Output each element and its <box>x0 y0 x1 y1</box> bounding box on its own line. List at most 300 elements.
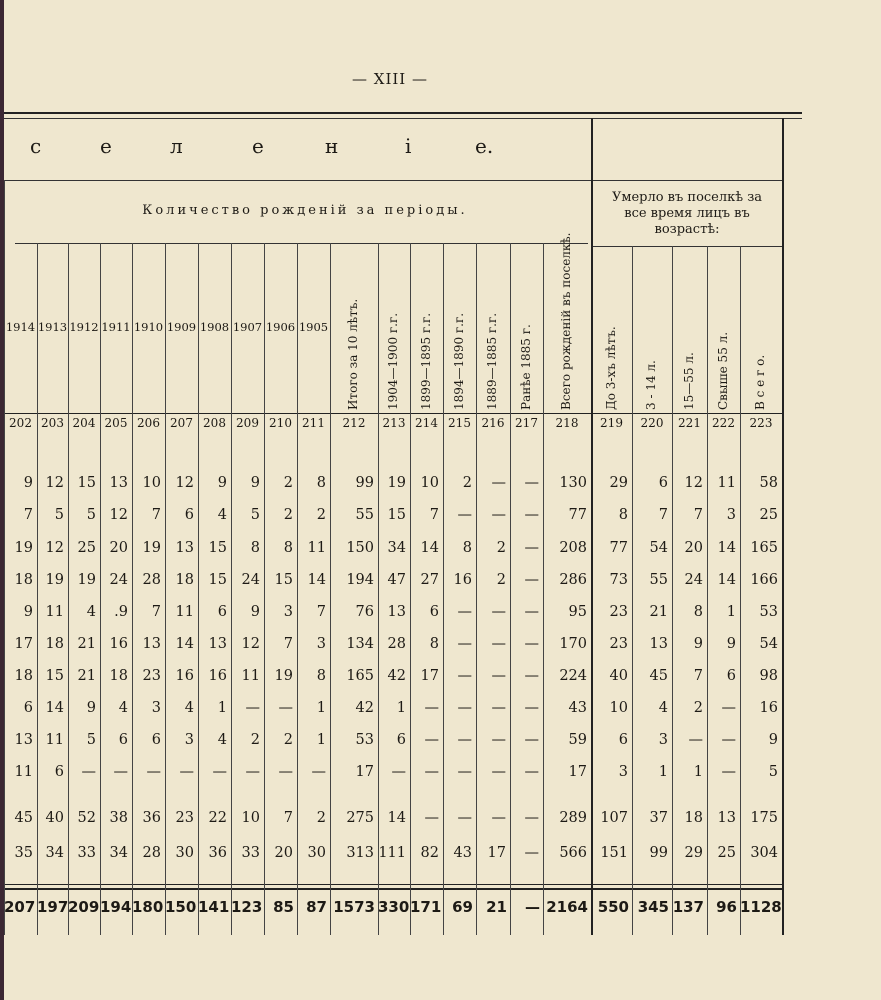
table-cell: — <box>491 810 506 826</box>
table-cell: 4 <box>184 700 194 716</box>
table-cell: 43 <box>568 700 587 716</box>
year-header: 1909 <box>166 320 197 334</box>
table-cell: 6 <box>726 668 736 684</box>
table-cell: 27 <box>420 572 439 588</box>
table-cell: 166 <box>750 572 778 588</box>
table-cell: — <box>491 475 506 491</box>
table-cell: 6 <box>184 507 194 523</box>
total-cell: 2164 <box>546 898 588 916</box>
table-cell: 15 <box>274 572 293 588</box>
table-cell: 9 <box>726 636 736 652</box>
table-cell: 30 <box>307 845 326 861</box>
table-cell: — <box>721 764 736 780</box>
table-cell: 3 <box>316 636 326 652</box>
table-cell: 19 <box>14 540 33 556</box>
column-divider <box>231 243 232 935</box>
table-cell: — <box>524 764 539 780</box>
table-cell: 13 <box>717 810 736 826</box>
title-letter: е. <box>475 134 494 158</box>
table-cell: 34 <box>45 845 64 861</box>
table-cell: 24 <box>684 572 703 588</box>
table-cell: — <box>457 604 472 620</box>
table-cell: 20 <box>109 540 128 556</box>
column-number: 219 <box>600 416 623 430</box>
table-cell: 15 <box>77 475 96 491</box>
table-cell: 29 <box>684 845 703 861</box>
table-cell: 3 <box>283 604 293 620</box>
vertical-header: В с е г о. <box>753 354 767 410</box>
column-number: 217 <box>515 416 538 430</box>
total-cell: 1573 <box>333 898 375 916</box>
table-cell: — <box>524 540 539 556</box>
table-cell: 28 <box>142 572 161 588</box>
table-cell: 77 <box>568 507 587 523</box>
year-header: 1905 <box>298 320 329 334</box>
table-cell: 17 <box>420 668 439 684</box>
table-cell: 165 <box>346 668 374 684</box>
table-cell: 6 <box>658 475 668 491</box>
table-cell: 2 <box>283 732 293 748</box>
table-cell: 37 <box>649 810 668 826</box>
table-cell: 19 <box>142 540 161 556</box>
deaths-subheader-rule <box>592 246 782 247</box>
table-cell: 12 <box>241 636 260 652</box>
table-cell: 43 <box>453 845 472 861</box>
total-cell: — <box>525 898 540 916</box>
column-number: 213 <box>382 416 406 430</box>
table-cell: 6 <box>217 604 227 620</box>
table-cell: 9 <box>250 475 260 491</box>
table-cell: 99 <box>649 845 668 861</box>
column-number: 204 <box>72 416 96 430</box>
table-cell: 17 <box>487 845 506 861</box>
table-cell: — <box>524 845 539 861</box>
table-cell: — <box>457 810 472 826</box>
table-cell: — <box>424 764 439 780</box>
table-cell: — <box>245 700 260 716</box>
table-cell: 47 <box>387 572 406 588</box>
vertical-header: Итого за 10 лѣтъ. <box>346 298 360 410</box>
table-cell: 566 <box>559 845 587 861</box>
table-cell: 9 <box>23 604 33 620</box>
totals-rule-top2 <box>4 888 782 890</box>
table-cell: 11 <box>45 732 64 748</box>
column-number: 212 <box>342 416 366 430</box>
column-number: 209 <box>236 416 259 430</box>
table-cell: 18 <box>14 572 33 588</box>
year-header: 1912 <box>69 320 99 334</box>
table-cell: 24 <box>109 572 128 588</box>
column-number: 207 <box>170 416 193 430</box>
table-cell: 18 <box>14 668 33 684</box>
table-cell: 289 <box>559 810 587 826</box>
table-cell: 20 <box>274 845 293 861</box>
vertical-header: 1894—1890 г.г. <box>451 312 466 410</box>
title-letter: е <box>252 134 264 158</box>
table-cell: 11 <box>717 475 736 491</box>
table-cell: 95 <box>568 604 587 620</box>
table-cell: 7 <box>316 604 326 620</box>
table-cell: 28 <box>387 636 406 652</box>
table-cell: 24 <box>241 572 260 588</box>
total-cell: 207 <box>4 898 36 916</box>
table-cell: 3 <box>618 764 628 780</box>
column-divider <box>165 243 166 935</box>
column-divider <box>707 246 708 935</box>
table-cell: — <box>391 764 406 780</box>
table-cell: 19 <box>45 572 64 588</box>
total-cell: 141 <box>198 898 230 916</box>
table-cell: 33 <box>241 845 260 861</box>
table-cell: 53 <box>355 732 374 748</box>
title-letter: і <box>405 134 412 158</box>
table-cell: — <box>491 732 506 748</box>
table-cell: 1 <box>726 604 736 620</box>
total-cell: 21 <box>486 898 507 916</box>
table-cell: 58 <box>759 475 778 491</box>
table-cell: — <box>424 810 439 826</box>
total-cell: 96 <box>716 898 737 916</box>
table-cell: 18 <box>684 810 703 826</box>
year-header: 1913 <box>37 320 68 334</box>
header-rule <box>4 180 782 181</box>
table-cell: 30 <box>175 845 194 861</box>
table-cell: 36 <box>208 845 227 861</box>
table-cell: — <box>524 810 539 826</box>
table-cell: — <box>524 732 539 748</box>
deaths-group-header: Умерло въ поселкѣ за все время лицъ въ возрастѣ: <box>611 190 763 237</box>
table-cell: 21 <box>77 636 96 652</box>
table-cell: 107 <box>600 810 628 826</box>
table-cell: 8 <box>693 604 703 620</box>
table-cell: 98 <box>759 668 778 684</box>
table-cell: 7 <box>283 636 293 652</box>
table-cell: 18 <box>175 572 194 588</box>
table-cell: — <box>524 572 539 588</box>
table-cell: 21 <box>77 668 96 684</box>
table-cell: 194 <box>346 572 374 588</box>
table-cell: 14 <box>387 810 406 826</box>
table-cell: 36 <box>142 810 161 826</box>
table-cell: 40 <box>45 810 64 826</box>
total-cell: 171 <box>410 898 442 916</box>
column-divider <box>264 243 265 935</box>
table-cell: 3 <box>184 732 194 748</box>
table-cell: 2 <box>250 732 260 748</box>
column-number: 203 <box>41 416 64 430</box>
table-cell: 25 <box>77 540 96 556</box>
year-header: 1910 <box>133 320 164 334</box>
table-cell: 2 <box>316 507 326 523</box>
table-cell: 16 <box>175 668 194 684</box>
table-cell: 8 <box>429 636 439 652</box>
table-cell: 7 <box>693 507 703 523</box>
column-number: 202 <box>9 416 32 430</box>
table-cell: — <box>457 507 472 523</box>
table-cell: 8 <box>316 668 326 684</box>
table-cell: 4 <box>118 700 128 716</box>
total-cell: 137 <box>672 898 704 916</box>
column-divider <box>100 243 101 935</box>
year-header: 1911 <box>101 320 131 334</box>
table-cell: 5 <box>86 732 96 748</box>
table-cell: 21 <box>649 604 668 620</box>
table-cell: 9 <box>768 732 778 748</box>
column-divider <box>378 243 379 935</box>
column-number: 218 <box>555 416 579 430</box>
table-cell: 59 <box>568 732 587 748</box>
table-cell: — <box>212 764 227 780</box>
page-number: — XIII — <box>352 70 428 88</box>
year-header: 1908 <box>199 320 230 334</box>
table-cell: 175 <box>750 810 778 826</box>
table-cell: — <box>179 764 194 780</box>
table-cell: 45 <box>14 810 33 826</box>
table-cell: 10 <box>609 700 628 716</box>
table-cell: 5 <box>54 507 64 523</box>
table-cell: 7 <box>658 507 668 523</box>
table-cell: — <box>424 700 439 716</box>
table-cell: 4 <box>658 700 668 716</box>
table-cell: 77 <box>609 540 628 556</box>
table-cell: 7 <box>23 507 33 523</box>
table-cell: 14 <box>307 572 326 588</box>
table-cell: 16 <box>208 668 227 684</box>
table-cell: 130 <box>559 475 587 491</box>
column-number: 216 <box>481 416 505 430</box>
table-cell: 28 <box>142 845 161 861</box>
table-cell: — <box>491 764 506 780</box>
table-cell: 4 <box>217 507 227 523</box>
table-cell: 1 <box>658 764 668 780</box>
table-cell: 9 <box>23 475 33 491</box>
total-cell: 69 <box>452 898 473 916</box>
table-cell: — <box>81 764 96 780</box>
table-cell: 5 <box>86 507 96 523</box>
title-letter: н <box>325 134 339 158</box>
column-divider <box>37 243 38 935</box>
column-number: 206 <box>137 416 160 430</box>
table-cell: 18 <box>45 636 64 652</box>
table-cell: 15 <box>208 572 227 588</box>
table-cell: 8 <box>283 540 293 556</box>
column-divider <box>68 243 69 935</box>
table-cell: 9 <box>693 636 703 652</box>
table-cell: 8 <box>462 540 472 556</box>
table-cell: 14 <box>717 572 736 588</box>
table-cell: 9 <box>250 604 260 620</box>
table-cell: 134 <box>346 636 374 652</box>
total-cell: 197 <box>37 898 69 916</box>
table-cell: — <box>457 732 472 748</box>
totals-rule-top <box>4 884 782 885</box>
total-cell: 180 <box>132 898 164 916</box>
table-cell: 23 <box>142 668 161 684</box>
table-cell: 6 <box>23 700 33 716</box>
table-cell: 16 <box>453 572 472 588</box>
table-cell: 82 <box>420 845 439 861</box>
table-cell: 23 <box>609 636 628 652</box>
column-number: 215 <box>448 416 471 430</box>
table-cell: 14 <box>45 700 64 716</box>
table-cell: — <box>491 604 506 620</box>
table-cell: 13 <box>649 636 668 652</box>
table-cell: 16 <box>109 636 128 652</box>
column-number: 220 <box>640 416 664 430</box>
table-cell: 12 <box>684 475 703 491</box>
vertical-header: Ранѣе 1885 г. <box>518 324 533 410</box>
column-divider <box>297 243 298 935</box>
table-cell: — <box>524 475 539 491</box>
table-cell: 6 <box>618 732 628 748</box>
table-cell: 73 <box>609 572 628 588</box>
table-cell: 11 <box>45 604 64 620</box>
column-divider <box>443 243 444 935</box>
table-cell: 7 <box>151 604 161 620</box>
vertical-header: Всего рожденій въ поселкѣ. <box>559 232 573 410</box>
table-cell: 1 <box>396 700 406 716</box>
table-cell: 2 <box>283 475 293 491</box>
table-cell: 4 <box>217 732 227 748</box>
table-cell: 3 <box>658 732 668 748</box>
table-cell: 11 <box>307 540 326 556</box>
table-cell: .9 <box>114 604 128 620</box>
table-cell: 42 <box>355 700 374 716</box>
vertical-header: 1904—1900 г.г. <box>386 312 400 410</box>
table-cell: 2 <box>316 810 326 826</box>
table-cell: 1 <box>316 732 326 748</box>
total-cell: 209 <box>68 898 100 916</box>
table-cell: — <box>688 732 703 748</box>
table-cell: 45 <box>649 668 668 684</box>
table-cell: — <box>721 700 736 716</box>
table-cell: 10 <box>241 810 260 826</box>
table-cell: 13 <box>14 732 33 748</box>
table-cell: — <box>491 668 506 684</box>
table-cell: — <box>146 764 161 780</box>
column-divider <box>543 243 544 935</box>
table-cell: 17 <box>14 636 33 652</box>
table-cell: 34 <box>109 845 128 861</box>
column-number: 205 <box>104 416 128 430</box>
table-cell: 304 <box>750 845 778 861</box>
table-cell: 13 <box>387 604 406 620</box>
table-cell: 2 <box>462 475 472 491</box>
table-cell: — <box>491 507 506 523</box>
table-cell: 150 <box>346 540 374 556</box>
table-cell: 6 <box>396 732 406 748</box>
table-cell: 33 <box>77 845 96 861</box>
total-cell: 87 <box>306 898 327 916</box>
table-cell: 12 <box>45 475 64 491</box>
table-cell: 2 <box>693 700 703 716</box>
table-cell: — <box>524 507 539 523</box>
table-cell: 6 <box>118 732 128 748</box>
column-index-rule <box>4 413 782 414</box>
column-divider <box>672 246 673 935</box>
table-cell: — <box>113 764 128 780</box>
table-cell: 6 <box>54 764 64 780</box>
table-cell: — <box>457 764 472 780</box>
table-cell: — <box>491 700 506 716</box>
year-header: 1907 <box>232 320 263 334</box>
top-rule <box>4 112 802 114</box>
table-cell: 13 <box>109 475 128 491</box>
table-cell: 19 <box>387 475 406 491</box>
table-cell: 99 <box>355 475 374 491</box>
title-letter: л <box>170 134 183 158</box>
table-cell: 14 <box>420 540 439 556</box>
total-cell: 194 <box>100 898 132 916</box>
table-cell: 7 <box>429 507 439 523</box>
table-cell: — <box>245 764 260 780</box>
year-header: 1914 <box>5 320 36 334</box>
table-cell: 42 <box>387 668 406 684</box>
vertical-header: 15—55 л. <box>681 352 696 410</box>
table-cell: 10 <box>420 475 439 491</box>
table-cell: 9 <box>86 700 96 716</box>
column-divider <box>510 243 511 935</box>
table-cell: 15 <box>45 668 64 684</box>
table-cell: — <box>491 636 506 652</box>
table-cell: 13 <box>175 540 194 556</box>
table-cell: 25 <box>759 507 778 523</box>
column-number: 214 <box>415 416 438 430</box>
column-number: 223 <box>749 416 773 430</box>
total-cell: 330 <box>378 898 410 916</box>
table-cell: 151 <box>600 845 628 861</box>
table-cell: 17 <box>355 764 374 780</box>
table-cell: 11 <box>14 764 33 780</box>
table-cell: 11 <box>241 668 260 684</box>
column-number: 208 <box>203 416 226 430</box>
title-letter: е <box>100 134 112 158</box>
total-cell: 1128 <box>740 898 782 916</box>
table-cell: — <box>457 636 472 652</box>
vertical-header: 1889—1885 г.г. <box>485 312 499 410</box>
total-cell: 345 <box>637 898 669 916</box>
table-cell: 20 <box>684 540 703 556</box>
table-cell: 53 <box>759 604 778 620</box>
table-cell: 4 <box>86 604 96 620</box>
table-cell: 55 <box>649 572 668 588</box>
table-cell: 55 <box>355 507 374 523</box>
births-group-header: Количество рожденій за періоды. <box>142 203 468 218</box>
table-cell: 5 <box>768 764 778 780</box>
column-number: 222 <box>712 416 735 430</box>
column-number: 210 <box>269 416 292 430</box>
table-cell: 29 <box>609 475 628 491</box>
table-cell: 54 <box>649 540 668 556</box>
table-cell: 170 <box>559 636 587 652</box>
table-cell: 2 <box>283 507 293 523</box>
table-cell: 54 <box>759 636 778 652</box>
column-divider <box>198 243 199 935</box>
table-cell: — <box>457 700 472 716</box>
table-cell: 12 <box>109 507 128 523</box>
table-cell: 275 <box>346 810 374 826</box>
table-cell: — <box>311 764 326 780</box>
table-cell: 286 <box>559 572 587 588</box>
table-cell: 7 <box>693 668 703 684</box>
table-cell: — <box>524 636 539 652</box>
table-cell: 7 <box>283 810 293 826</box>
table-cell: 224 <box>559 668 587 684</box>
table-cell: — <box>524 700 539 716</box>
table-cell: 52 <box>77 810 96 826</box>
table-cell: 10 <box>142 475 161 491</box>
table-cell: 23 <box>175 810 194 826</box>
